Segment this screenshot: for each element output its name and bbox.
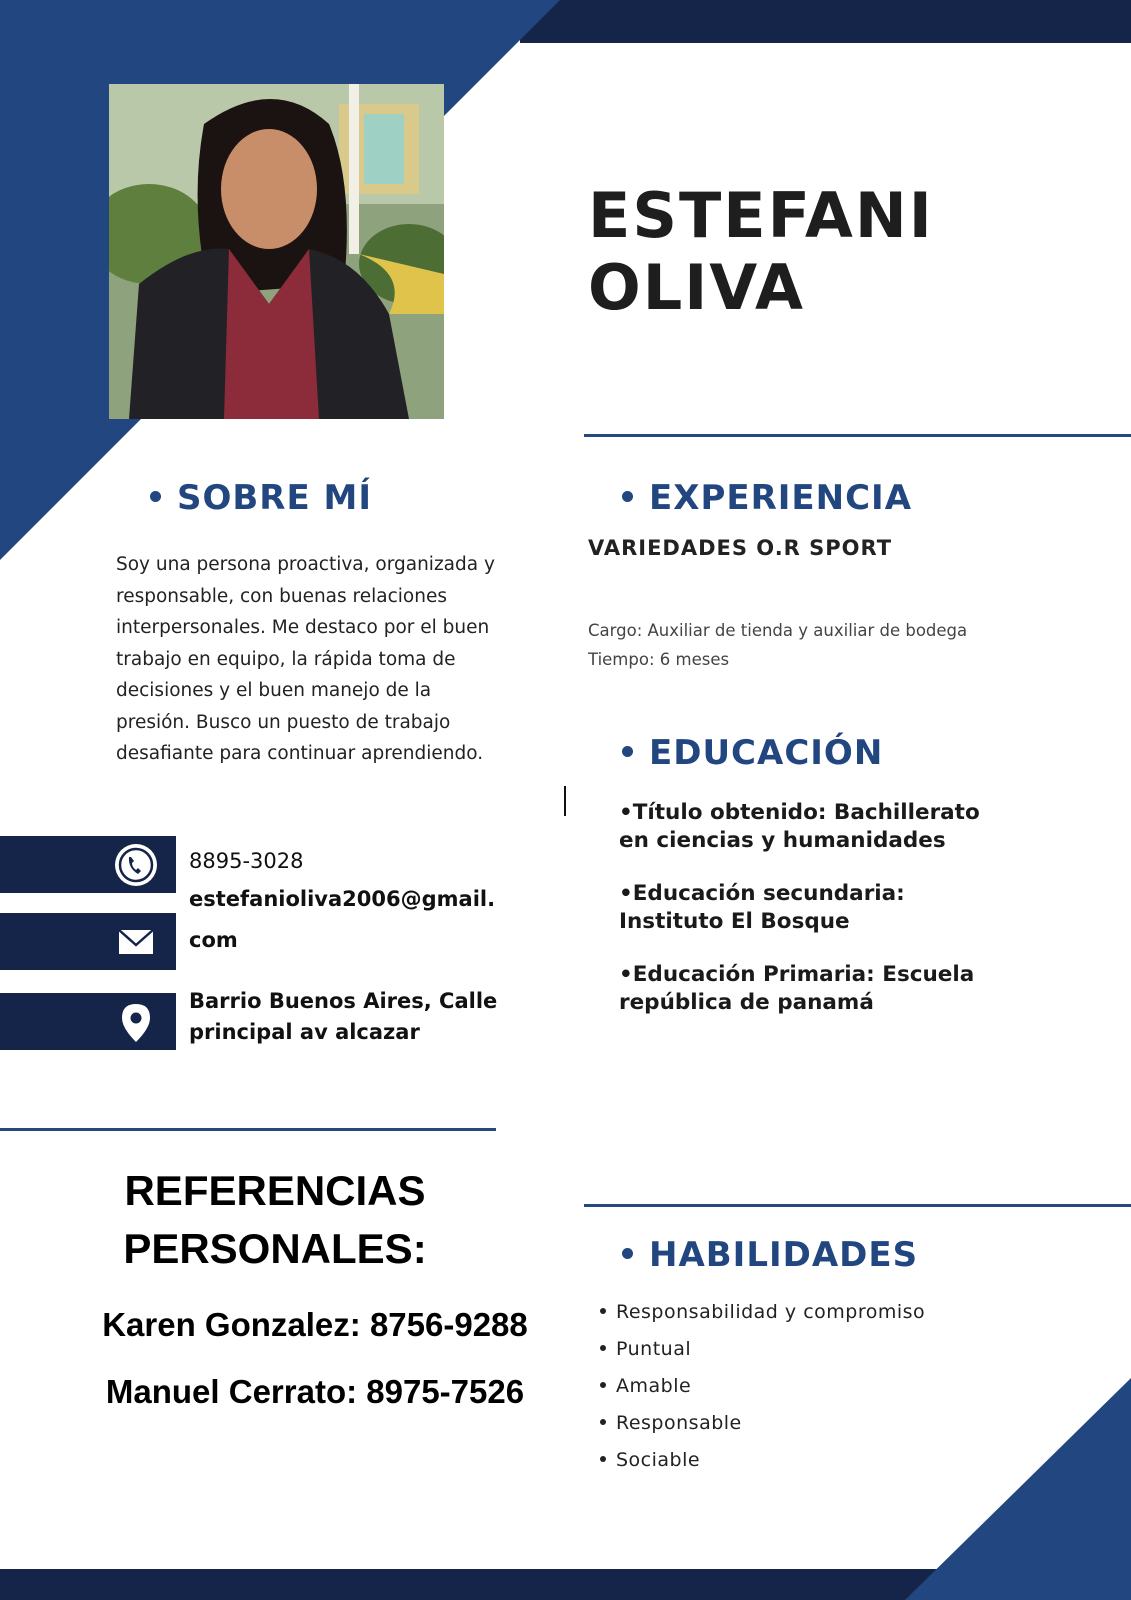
text-cursor xyxy=(564,786,566,816)
bullet-icon xyxy=(150,491,161,502)
profile-photo xyxy=(109,84,444,419)
education-title: EDUCACIÓN xyxy=(622,733,883,773)
full-name xyxy=(588,180,1088,324)
education-item: •Título obtenido: Bachillerato en ciencias y humanidades xyxy=(619,800,980,853)
address-bar xyxy=(0,993,176,1050)
phone-icon xyxy=(114,843,158,887)
phone-bar xyxy=(0,836,176,893)
bullet-icon xyxy=(600,1345,606,1351)
skills-title: HABILIDADES xyxy=(622,1235,918,1275)
bullet-icon xyxy=(622,1248,633,1259)
skill-item: Puntual xyxy=(600,1338,925,1375)
skills-list xyxy=(600,1301,925,1486)
education-item: •Educación Primaria: Escuela república de panamá xyxy=(619,962,975,1015)
email-line-2: com xyxy=(189,928,238,952)
bottom-right-triangle xyxy=(905,1378,1131,1600)
references-title: REFERENCIAS PERSONALES: xyxy=(123,1167,427,1272)
experience-title: EXPERIENCIA xyxy=(622,478,912,518)
email-line-1: estefanioliva2006@gmail. xyxy=(189,887,496,911)
skill-item: Sociable xyxy=(600,1449,925,1486)
about-title: SOBRE MÍ xyxy=(150,478,372,518)
bullet-icon xyxy=(622,746,633,757)
bullet-icon xyxy=(600,1308,606,1314)
address-line-2: principal av alcazar xyxy=(189,1020,420,1044)
skill-item: Responsabilidad y compromiso xyxy=(600,1301,925,1338)
divider-bottom-right xyxy=(584,1204,1131,1207)
first-name: ESTEFANI xyxy=(588,179,934,252)
address-line-1: Barrio Buenos Aires, Calle xyxy=(189,989,498,1013)
location-pin-icon xyxy=(114,1000,158,1044)
last-name: OLIVA xyxy=(588,251,806,324)
bullet-icon xyxy=(600,1382,606,1388)
experience-role: Cargo: Auxiliar de tienda y auxiliar de bodega xyxy=(588,621,968,640)
bullet-icon xyxy=(600,1419,606,1425)
divider-top-right xyxy=(584,434,1131,437)
education-item: •Educación secundaria: Instituto El Bosque xyxy=(619,881,905,934)
divider-left xyxy=(0,1128,496,1131)
bullet-icon xyxy=(622,491,633,502)
bullet-icon xyxy=(600,1456,606,1462)
skill-item: Amable xyxy=(600,1375,925,1412)
reference-item: Karen Gonzalez: 8756-9288 xyxy=(102,1306,528,1343)
experience-time: Tiempo: 6 meses xyxy=(588,650,730,669)
reference-item: Manuel Cerrato: 8975-7526 xyxy=(105,1373,525,1410)
skill-item: Responsable xyxy=(600,1412,925,1449)
mail-icon xyxy=(114,920,158,964)
experience-company: VARIEDADES O.R SPORT xyxy=(588,536,893,560)
email-bar xyxy=(0,913,176,970)
top-band xyxy=(520,0,1131,43)
about-text: Soy una persona proactiva, organizada y responsable, con buenas relaciones interpersonales. Me destaco por el buen trabajo en equipo, la rápida toma de decisiones y el buen manejo de la presión. Busco un puesto de trabajo desafiante para continuar aprendiendo. xyxy=(116,554,495,764)
phone-number: 8895-3028 xyxy=(189,849,304,873)
